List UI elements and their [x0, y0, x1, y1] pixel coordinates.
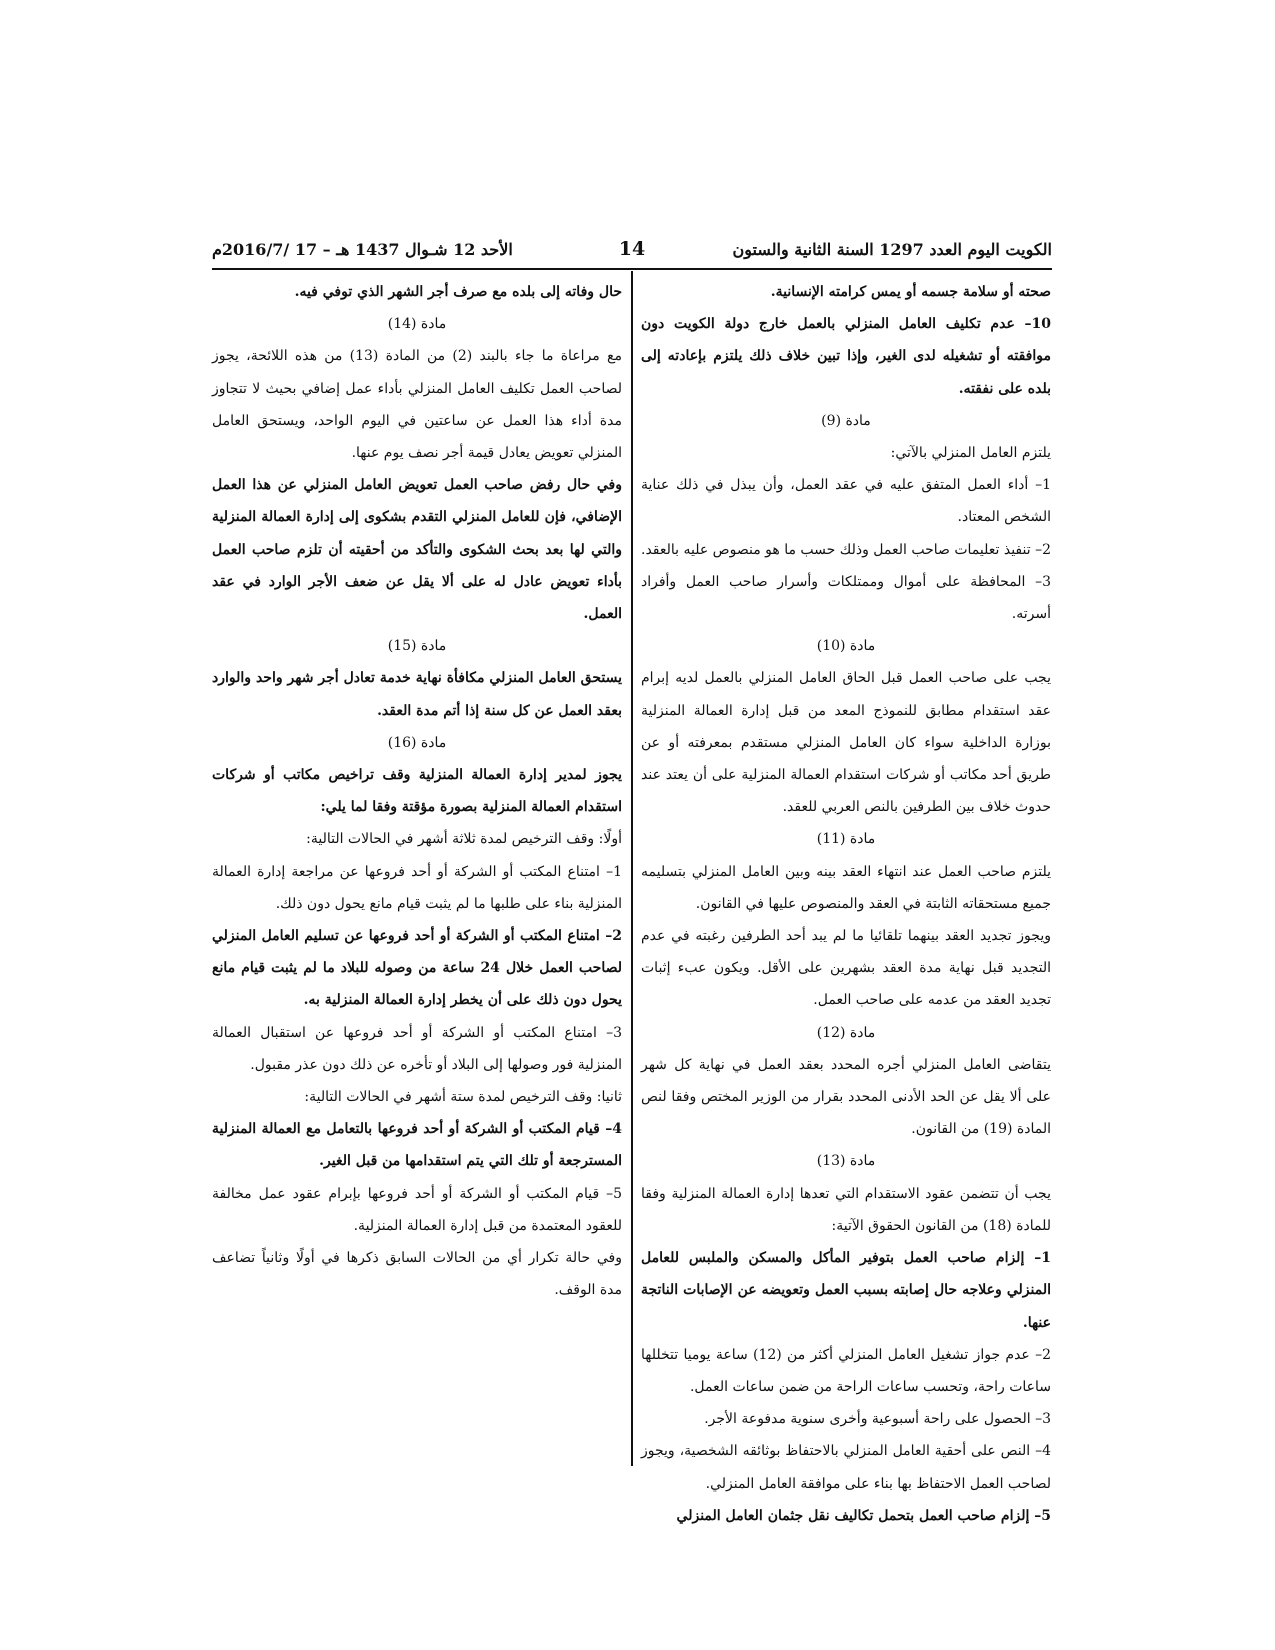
paragraph: 3– امتناع المكتب أو الشركة أو أحد فروعها عن استقبال العمالة المنزلية فور وصولها إلى البلاد أو تأخره عن ذلك دون عذر مقبول. — [212, 1024, 622, 1073]
header-rule — [212, 268, 1052, 270]
article-heading: مادة (14) — [387, 316, 447, 333]
article-heading: مادة (16) — [387, 734, 447, 751]
paragraph: 3– المحافظة على أموال وممتلكات وأسرار صاحب العمل وأفراد أسرته. — [641, 573, 1051, 623]
article-heading: مادة (12) — [816, 1024, 876, 1041]
paragraph: وفي حالة تكرار أي من الحالات السابق ذكرها في أولًا وثانياً تضاعف مدة الوقف. — [212, 1250, 622, 1299]
issue-date: الأحد 12 شـوال 1437 هـ – 17 /2016/7م — [212, 240, 513, 259]
paragraph: يجوز لمدير إدارة العمالة المنزلية وقف تراخيص مكاتب أو شركات استقدام العمالة المنزلية بصورة مؤقتة وفقا لما يلي: — [212, 767, 622, 816]
article-heading: مادة (9) — [821, 412, 871, 429]
paragraph: ويجوز تجديد العقد بينهما تلقائيا ما لم يبد أحد الطرفين رغبته في عدم التجديد قبل نهاية مدة العقد بشهرين على الأقل. ويكون عبء إثبات تجديد العقد من عدمه على صاحب العمل. — [641, 928, 1051, 1009]
paragraph: 4– النص على أحقية العامل المنزلي بالاحتفاظ بوثائقه الشخصية، ويجوز لصاحب العمل الاحتفاظ بها بناء على موافقة العامل المنزلي. — [641, 1443, 1051, 1492]
paragraph: يجب على صاحب العمل قبل الحاق العامل المنزلي بالعمل لديه إبرام عقد استقدام مطابق للنموذج المعد من قبل إدارة العمالة المنزلية بوزارة الداخلية سواء كان العامل المنزلي مستقدم بمعرفته أو عن طريق أحد مكاتب أو شركات استقدام العمالة المنزلية على أن يعتد عند حدوث خلاف بين الطرفين بالنص العربي للعقد. — [641, 670, 1051, 816]
right-column — [641, 276, 1051, 1532]
paragraph: مع مراعاة ما جاء بالبند (2) من المادة (13) من هذه اللائحة، يجوز لصاحب العمل تكليف العامل المنزلي بأداء عمل إضافي بحيث لا تتجاوز مدة أداء هذا العمل عن ساعتين في اليوم الواحد، ويستحق العامل المنزلي تعويض يعادل قيمة أجر نصف يوم عنها. — [212, 348, 622, 462]
paragraph: 2– عدم جواز تشغيل العامل المنزلي أكثر من (12) ساعة يوميا تتخللها ساعات راحة، وتحسب ساعات الراحة من ضمن ساعات العمل. — [641, 1346, 1051, 1395]
column-divider — [631, 271, 633, 1466]
paragraph: يتقاضى العامل المنزلي أجره المحدد بعقد العمل في نهاية كل شهر على ألا يقل عن الحد الأدنى المحدد بقرار من الوزير المختص وفقا لنص المادة (19) من القانون. — [641, 1056, 1051, 1138]
paragraph: 2– امتناع المكتب أو الشركة أو أحد فروعها عن تسليم العامل المنزلي لصاحب العمل خلال 24 ساعة من وصوله للبلاد ما لم يثبت قيام مانع يحول دون ذلك على أن يخطر إدارة العمالة المنزلية به. — [212, 928, 622, 1009]
paragraph: 3– الحصول على راحة أسبوعية وأخرى سنوية مدفوعة الأجر. — [704, 1411, 1051, 1428]
article-heading: مادة (11) — [816, 831, 876, 848]
paragraph: 2– تنفيذ تعليمات صاحب العمل وذلك حسب ما هو منصوص عليه بالعقد. — [641, 541, 1051, 558]
paragraph: حال وفاته إلى بلده مع صرف أجر الشهر الذي توفي فيه. — [294, 284, 622, 300]
paragraph: 4– قيام المكتب أو الشركة أو أحد فروعها بالتعامل مع العمالة المنزلية المسترجعة أو تلك التي يتم استقدامها من قبل الغير. — [212, 1121, 622, 1170]
page-number: 14 — [618, 238, 646, 260]
paragraph: ثانيا: وقف الترخيص لمدة ستة أشهر في الحالات التالية: — [304, 1089, 622, 1106]
paragraph: يجب أن تتضمن عقود الاستقدام التي تعدها إدارة العمالة المنزلية وفقا للمادة (18) من القانون الحقوق الآتية: — [641, 1185, 1051, 1234]
paragraph: صحته أو سلامة جسمه أو يمس كرامته الإنسانية. — [770, 284, 1051, 300]
paragraph: يلتزم العامل المنزلي بالآتي: — [890, 445, 1051, 462]
page-header — [212, 240, 1052, 268]
article-heading: مادة (10) — [816, 638, 876, 655]
paragraph: أولًا: وقف الترخيص لمدة ثلاثة أشهر في الحالات التالية: — [306, 831, 622, 848]
paragraph: وفي حال رفض صاحب العمل تعويض العامل المنزلي عن هذا العمل الإضافي، فإن للعامل المنزلي التقدم بشكوى إلى إدارة العمالة المنزلية والتي لها بعد بحث الشكوى والتأكد من أحقيته أن تلزم صاحب العمل بأداء تعويض عادل له على ألا يقل عن ضعف الأجر الوارد في عقد العمل. — [212, 477, 622, 623]
paragraph: 1– إلزام صاحب العمل بتوفير المأكل والمسكن والملبس للعامل المنزلي وعلاجه حال إصابته بسبب العمل وتعويضه عن الإصابات الناتجة عنها. — [641, 1250, 1051, 1331]
left-column — [212, 276, 622, 1307]
paragraph: 5– إلزام صاحب العمل بتحمل تكاليف نقل جثمان العامل المنزلي — [676, 1507, 1051, 1524]
paragraph: 5– قيام المكتب أو الشركة أو أحد فروعها بإبرام عقود عمل مخالفة للعقود المعتمدة من قبل إدارة العمالة المنزلية. — [212, 1185, 622, 1234]
article-heading: مادة (13) — [816, 1153, 876, 1170]
paragraph: يستحق العامل المنزلي مكافأة نهاية خدمة تعادل أجر شهر واحد والوارد بعقد العمل عن كل سنة إذا أتم مدة العقد. — [212, 670, 622, 719]
newspaper-issue-info: الكويت اليوم العدد 1297 السنة الثانية والستون — [732, 240, 1052, 259]
paragraph: 10– عدم تكليف العامل المنزلي بالعمل خارج دولة الكويت دون موافقته أو تشغيله لدى الغير، وإذا تبين خلاف ذلك يلتزم بإعادته إلى بلده على نفقته. — [641, 316, 1051, 397]
paragraph: يلتزم صاحب العمل عند انتهاء العقد بينه وبين العامل المنزلي بتسليمه جميع مستحقاته الثابتة في العقد والمنصوص عليها في القانون. — [641, 863, 1051, 912]
paragraph: 1– أداء العمل المتفق عليه في عقد العمل، وأن يبذل في ذلك عناية الشخص المعتاد. — [641, 477, 1051, 526]
article-heading: مادة (15) — [387, 638, 447, 655]
paragraph: 1– امتناع المكتب أو الشركة أو أحد فروعها عن مراجعة إدارة العمالة المنزلية بناء على طلبها ما لم يثبت قيام مانع يحول دون ذلك. — [212, 863, 622, 912]
